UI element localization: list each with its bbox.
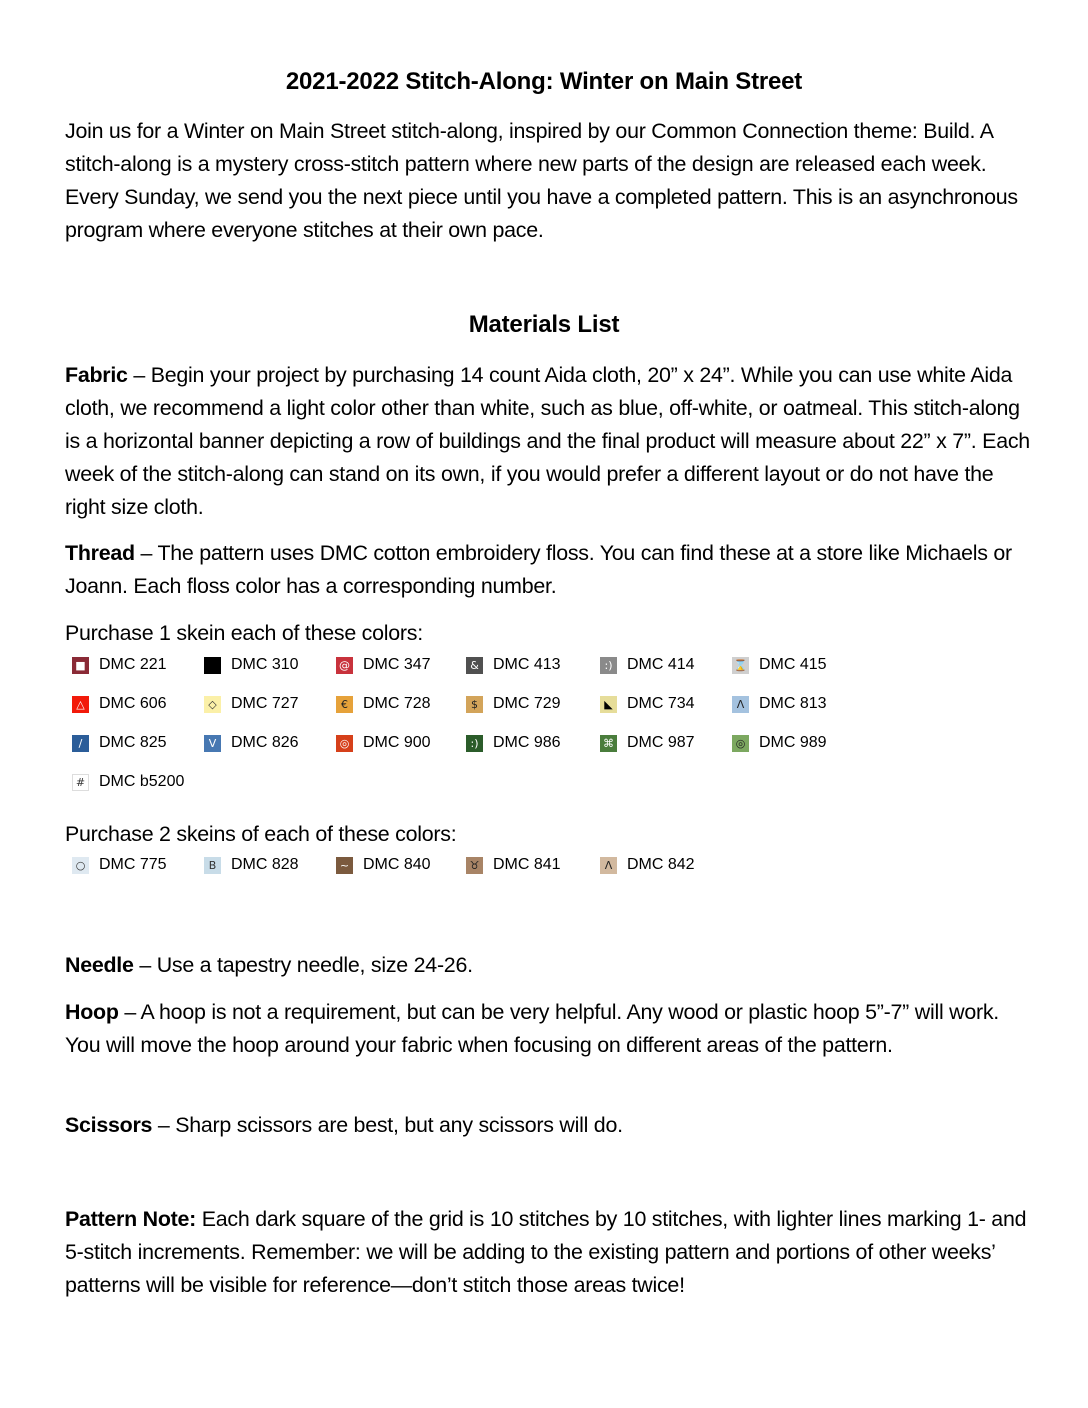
floss-color-chip-icon	[204, 657, 221, 674]
floss-swatch	[466, 734, 561, 752]
floss-label: DMC 727	[231, 695, 299, 712]
floss-label: DMC 840	[363, 856, 431, 873]
floss-color-chip-icon: V	[204, 735, 221, 752]
floss-label: DMC 900	[363, 734, 431, 751]
fabric-text: – Begin your project by purchasing 14 count Aida cloth, 20” x 24”. While you can use white Aida cloth, we recommend a light color other than white, such as blue, off-white, or oatmeal. This stitch-along is a horizontal banner depicting a row of buildings and the final product will measure about 22” x 7”. Each week of the stitch-along can stand on its own, if you would prefer a different layout or do not have the right size cloth.	[65, 363, 1030, 519]
floss-swatch	[336, 856, 431, 874]
floss-color-chip-icon: B	[204, 857, 221, 874]
floss-label: DMC 842	[627, 856, 695, 873]
floss-label: DMC 987	[627, 734, 695, 751]
scissors-text: – Sharp scissors are best, but any scissors will do.	[152, 1113, 623, 1137]
thread-text: – The pattern uses DMC cotton embroidery floss. You can find these at a store like Michaels or Joann. Each floss color has a corresponding number.	[65, 541, 1012, 598]
floss-label: DMC 828	[231, 856, 299, 873]
needle-paragraph	[65, 949, 1030, 982]
pattern-note-text: Each dark square of the grid is 10 stitches by 10 stitches, with lighter lines marking 1- and 5-stitch increments. Remember: we will be adding to the existing pattern and portions of other weeks’ patterns will be visible for reference—don’t stitch those areas twice!	[65, 1207, 1027, 1297]
floss-color-chip-icon: ⌛	[733, 658, 748, 672]
floss-swatch	[336, 656, 431, 674]
floss-label: DMC 606	[99, 695, 167, 712]
floss-label: DMC 826	[231, 734, 299, 751]
floss-swatch	[466, 856, 561, 874]
floss-swatch	[732, 734, 827, 752]
needle-text: – Use a tapestry needle, size 24-26.	[133, 953, 473, 977]
floss-swatch	[204, 695, 299, 713]
floss-color-chip-icon: $	[466, 696, 483, 713]
floss-swatch	[600, 856, 695, 874]
floss-swatch	[336, 695, 431, 713]
floss-label: DMC b5200	[99, 773, 185, 790]
floss-swatch	[204, 856, 299, 874]
purchase-two-label: Purchase 2 skeins of each of these colors:	[65, 822, 457, 846]
floss-swatch	[204, 656, 299, 674]
purchase-one-label: Purchase 1 skein each of these colors:	[65, 621, 423, 645]
intro-paragraph: Join us for a Winter on Main Street stitch-along, inspired by our Common Connection theme: Build. A stitch-along is a mystery cross-stitch pattern where new parts of the design are released each week. Every Sunday, we send you the next piece until you have a completed pattern. This is an asynchronous program where everyone stitches at their own pace.	[65, 119, 1018, 242]
floss-label: DMC 728	[363, 695, 431, 712]
floss-color-chip-icon: ~	[336, 857, 353, 874]
floss-label: DMC 775	[99, 856, 167, 873]
floss-label: DMC 221	[99, 656, 167, 673]
hoop-label: Hoop	[65, 1000, 119, 1024]
floss-color-chip-icon: ■	[72, 657, 89, 674]
floss-color-chip-icon: ◣	[600, 696, 617, 713]
floss-swatch	[72, 695, 167, 713]
needle-label: Needle	[65, 953, 134, 977]
floss-label: DMC 986	[493, 734, 561, 751]
floss-color-chip-icon: ○	[72, 857, 89, 874]
floss-color-chip-icon: :)	[600, 657, 617, 674]
floss-swatch	[204, 734, 299, 752]
floss-color-chip-icon: €	[336, 696, 353, 713]
fabric-paragraph	[65, 359, 1030, 524]
floss-swatch	[72, 773, 184, 791]
floss-color-chip-icon: ♉	[466, 857, 483, 874]
floss-label: DMC 414	[627, 656, 695, 673]
floss-color-chip-icon: ◎	[336, 735, 353, 752]
floss-label: DMC 813	[759, 695, 827, 712]
floss-swatch	[466, 656, 561, 674]
materials-heading: Materials List	[468, 311, 620, 338]
floss-color-chip-icon: ⌘	[600, 735, 617, 752]
floss-label: DMC 415	[759, 656, 827, 673]
floss-swatch	[336, 734, 431, 752]
scissors-label: Scissors	[65, 1113, 153, 1137]
pattern-note-label: Pattern Note:	[65, 1207, 197, 1231]
page-title: 2021-2022 Stitch-Along: Winter on Main Street	[285, 68, 803, 95]
floss-label: DMC 347	[363, 656, 431, 673]
floss-color-chip-icon: ◎	[732, 735, 749, 752]
floss-color-chip-icon: △	[72, 696, 89, 713]
scissors-paragraph	[65, 1109, 1030, 1142]
floss-color-chip-icon: Λ	[732, 696, 749, 713]
floss-label: DMC 734	[627, 695, 695, 712]
floss-color-chip-icon: :)	[466, 735, 483, 752]
floss-swatch	[600, 695, 695, 713]
thread-label: Thread	[65, 541, 135, 565]
thread-paragraph	[65, 537, 1030, 603]
floss-color-chip-icon: @	[336, 657, 353, 674]
hoop-text: – A hoop is not a requirement, but can be very helpful. Any wood or plastic hoop 5”-7” will work. You will move the hoop around your fabric when focusing on different areas of the pattern.	[65, 1000, 999, 1057]
floss-label: DMC 729	[493, 695, 561, 712]
floss-swatch	[600, 734, 695, 752]
floss-label: DMC 310	[231, 656, 299, 673]
floss-swatch	[72, 734, 167, 752]
floss-label: DMC 413	[493, 656, 561, 673]
floss-color-chip-icon: Λ	[600, 857, 617, 874]
floss-swatch	[732, 656, 827, 674]
floss-swatch	[72, 856, 167, 874]
pattern-note-paragraph	[65, 1203, 1030, 1302]
fabric-label: Fabric	[65, 363, 128, 387]
floss-swatch	[732, 695, 827, 713]
floss-label: DMC 989	[759, 734, 827, 751]
floss-color-chip-icon: ◇	[204, 696, 221, 713]
floss-label: DMC 841	[493, 856, 561, 873]
floss-swatch	[466, 695, 561, 713]
floss-swatch	[72, 656, 167, 674]
floss-swatch	[600, 656, 695, 674]
hoop-paragraph	[65, 996, 1030, 1062]
floss-color-chip-icon: &	[466, 657, 483, 674]
floss-color-chip-icon: /	[72, 735, 89, 752]
floss-label: DMC 825	[99, 734, 167, 751]
floss-color-chip-icon: #	[72, 774, 89, 791]
